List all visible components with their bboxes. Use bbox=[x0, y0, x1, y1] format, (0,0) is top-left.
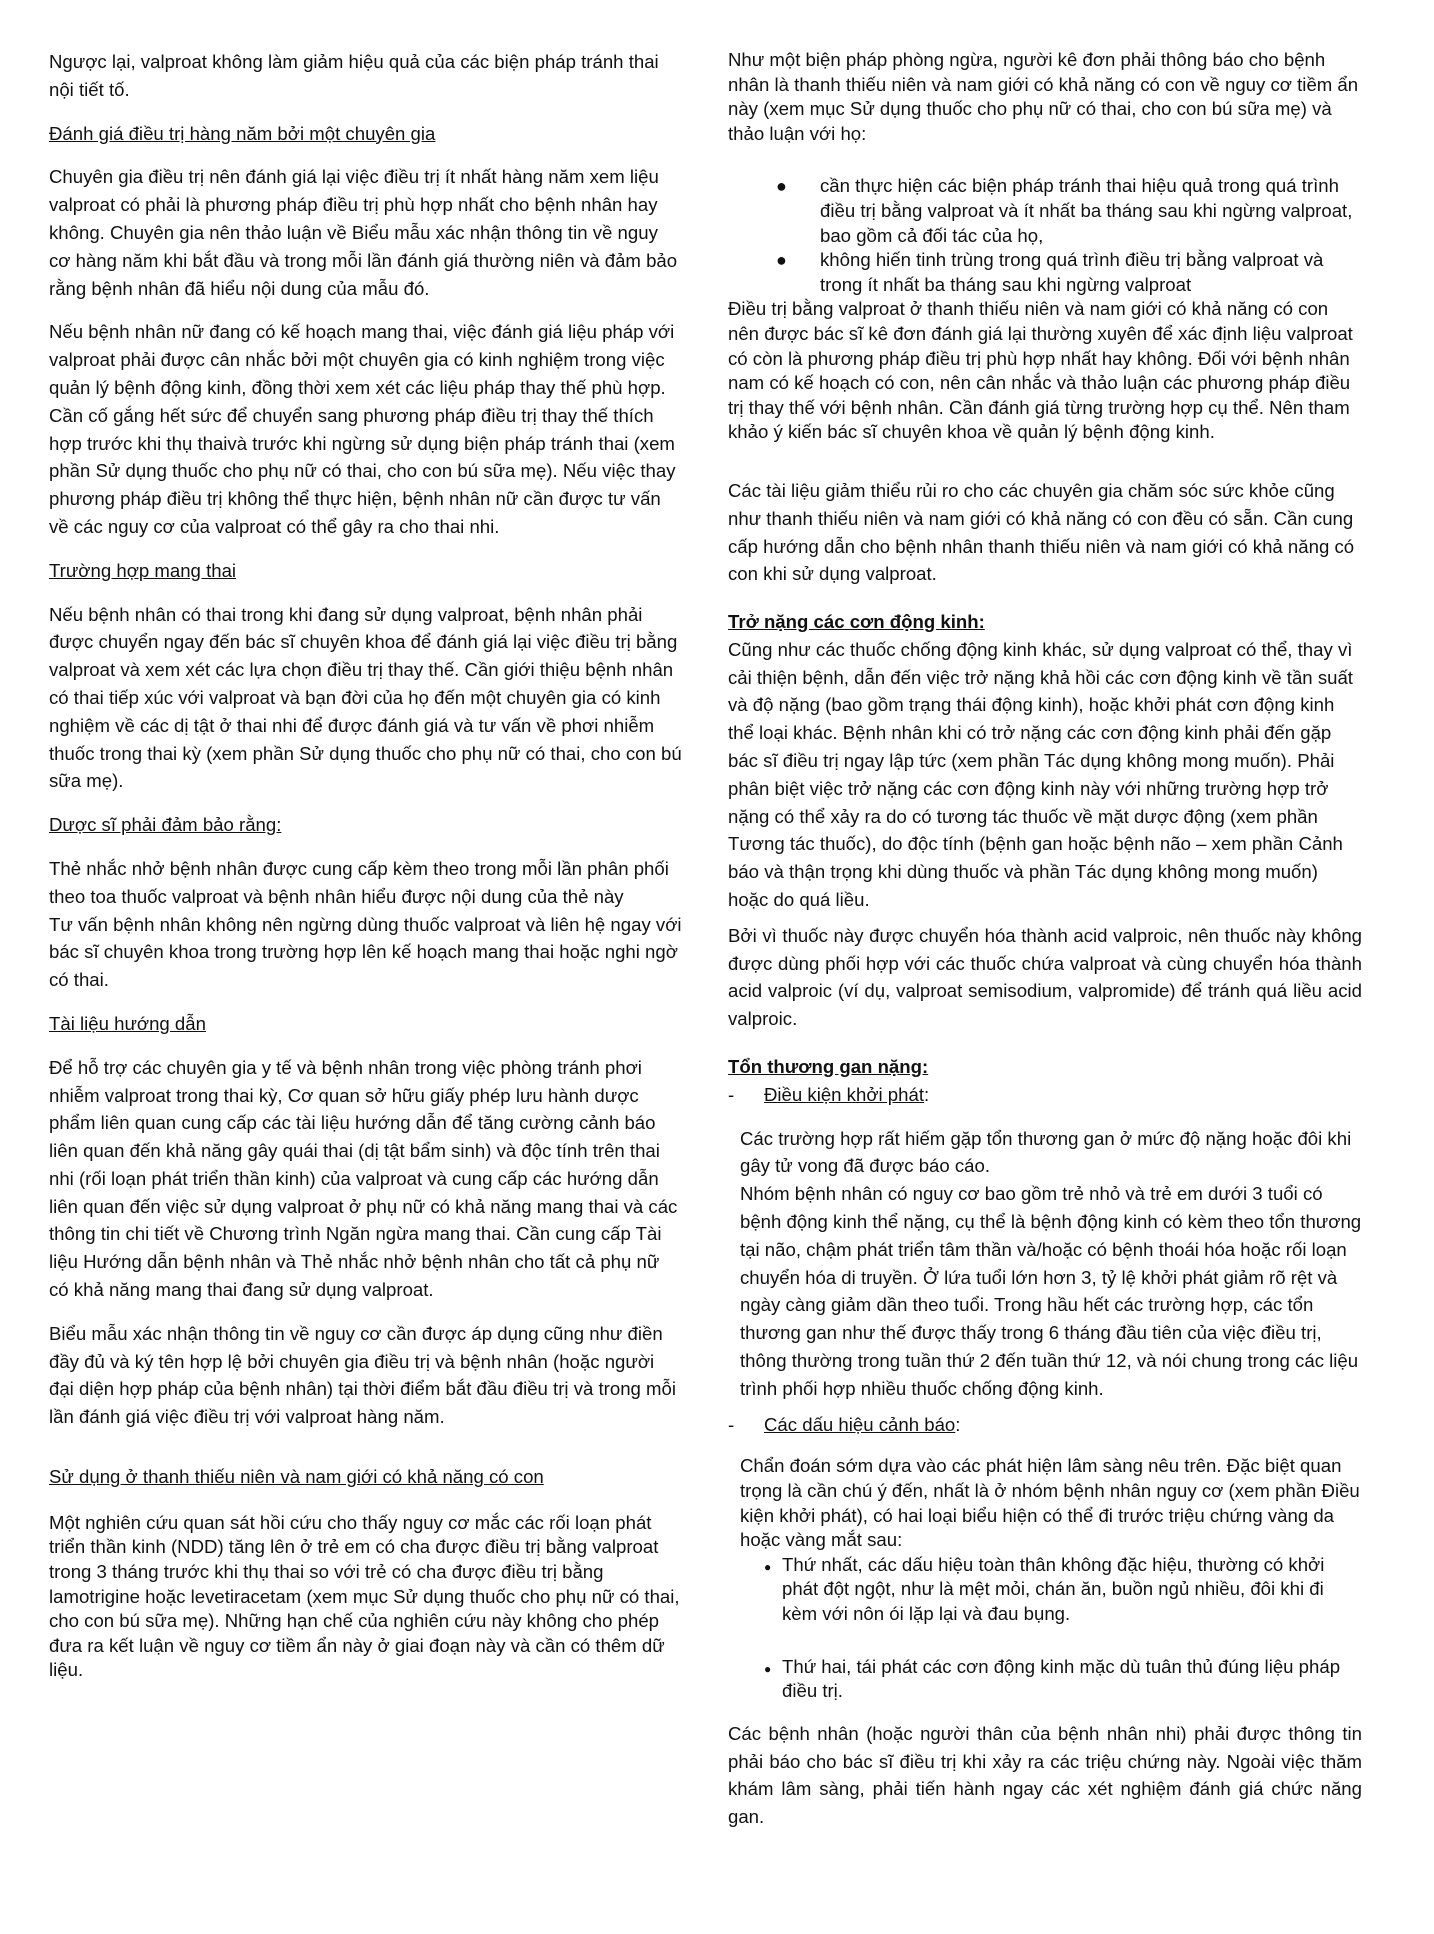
paragraph-valproic-acid: Bởi vì thuốc này được chuyển hóa thành acid valproic, nên thuốc này không được dùng phối hợp với các thuốc chứa valproat và cùng chuyển hóa thành acid valproic (ví dụ, valproat semisodium, valpromide) để tránh quá liều acid valproic. bbox=[728, 924, 1362, 1030]
paragraph-liver-cases: Các trường hợp rất hiếm gặp tổn thương gan ở mức độ nặng hoặc đôi khi gây tử vong đã được báo cáo. bbox=[740, 1127, 1352, 1177]
bullet-icon: ● bbox=[776, 176, 787, 197]
warning-signs-list bbox=[740, 1553, 1362, 1704]
paragraph-male-evaluation: Điều trị bằng valproat ở thanh thiếu niên và nam giới có khả năng có con nên được bác sĩ kê đơn đánh giá lại thường xuyên để xác định liệu valproat có còn là phương pháp điều trị phù hợp nhất hay không. Đối với bệnh nhân nam có kế hoạch có con, nên cân nhắc và thảo luận các phương pháp điều trị thay thế với bệnh nhân. Cần đánh giá từng trường hợp cụ thể. Nên tham khảo ý kiến bác sĩ chuyên khoa về quản lý bệnh động kinh. bbox=[728, 298, 1353, 443]
bullet-icon: ● bbox=[776, 250, 787, 271]
list-item: ● không hiến tinh trùng trong quá trình điều trị bằng valproat và trong ít nhất ba tháng sau khi ngừng valproat bbox=[776, 249, 1324, 295]
paragraph-patient-information: Các bệnh nhân (hoặc người thân của bệnh nhân nhi) phải được thông tin phải báo cho bác sĩ điều trị khi xảy ra các triệu chứng này. Ngoài việc thăm khám lâm sàng, phải tiến hành ngay các xét nghiệm đánh giá chức năng gan. bbox=[728, 1722, 1362, 1828]
heading-guidance-materials: Tài liệu hướng dẫn bbox=[49, 1012, 206, 1034]
heading-male-use: Sử dụng ở thanh thiếu niên và nam giới có khả năng có con bbox=[49, 1466, 544, 1488]
paragraph-early-diagnosis: Chẩn đoán sớm dựa vào các phát hiện lâm sàng nêu trên. Đặc biệt quan trọng là cần chú ý đến, nhất là ở nhóm bệnh nhân nguy cơ (xem phần Điều kiện khởi phát), có hai loại biểu hiện có thể đi trước triệu chứng vàng da hoặc vàng mắt sau: bbox=[740, 1455, 1360, 1551]
paragraph-contraception: Ngược lại, valproat không làm giảm hiệu quả của các biện pháp tránh thai nội tiết tố. bbox=[49, 51, 659, 100]
paragraph-pharmacist-card: Thẻ nhắc nhở bệnh nhân được cung cấp kèm theo trong mỗi lần phân phối theo toa thuốc valproat và bệnh nhân hiểu được nội dung của thẻ này bbox=[49, 857, 669, 907]
bullet-icon: ● bbox=[764, 1661, 772, 1676]
right-column bbox=[728, 48, 1362, 1831]
bullet-icon: ● bbox=[764, 1559, 772, 1574]
dash-marker: - bbox=[728, 1083, 735, 1105]
paragraph-precaution: Như một biện pháp phòng ngừa, người kê đơn phải thông báo cho bệnh nhân là thanh thiếu niên và nam giới có khả năng có con về nguy cơ tiềm ẩn này (xem mục Sử dụng thuốc cho phụ nữ có thai, cho con bú sữa mẹ) và thảo luận với họ: bbox=[728, 49, 1359, 144]
paragraph-risk-materials: Các tài liệu giảm thiểu rủi ro cho các chuyên gia chăm sóc sức khỏe cũng như thanh thiếu niên và nam giới có khả năng có con đều có sẵn. Cần cung cấp hướng dẫn cho bệnh nhân thanh thiếu niên và nam giới có khả năng có con khi sử dụng valproat. bbox=[728, 479, 1355, 585]
heading-seizure-worsening: Trở nặng các cơn động kinh: bbox=[728, 611, 985, 633]
onset-conditions-block bbox=[728, 1125, 1362, 1403]
list-item: ● Thứ nhất, các dấu hiệu toàn thân không đặc hiệu, thường có khởi phát đột ngột, như là mệt mỏi, chán ăn, buồn ngủ nhiều, đôi khi đi kèm với nôn ói lặp lại và đau bụng. bbox=[764, 1553, 1325, 1624]
heading-pregnancy-case: Trường hợp mang thai bbox=[49, 559, 237, 581]
paragraph-pregnancy-case: Nếu bệnh nhân có thai trong khi đang sử dụng valproat, bệnh nhân phải được chuyển ngay đến bác sĩ chuyên khoa để đánh giá lại việc điều trị bằng valproat và xem xét các lựa chọn điều trị thay thế. Cần giới thiệu bệnh nhân có thai tiếp xúc với valproat và bạn đời của họ đến một chuyên gia có kinh nghiệm về các dị tật ở thai nhi để được đánh giá và tư vấn về phơi nhiễm thuốc trong thai kỳ (xem phần Sử dụng thuốc cho phụ nữ có thai, cho con bú sữa mẹ). bbox=[49, 603, 682, 792]
paragraph-liver-risk-group: Nhóm bệnh nhân có nguy cơ bao gồm trẻ nhỏ và trẻ em dưới 3 tuổi có bệnh động kinh thể nặng, cụ thể là bệnh động kinh có kèm theo tổn thương tại não, chậm phát triển tâm thần và/hoặc có bệnh thoái hóa hoặc rối loạn chuyển hóa di truyền. Ở lứa tuổi lớn hơn 3, tỷ lệ khởi phát giảm rõ rệt và ngày càng giảm dần theo tuổi. Trong hầu hết các trường hợp, các tổn thương gan như thế được thấy trong 6 tháng đầu tiên của việc điều trị, thông thường trong tuần thứ 2 đến tuần thứ 12, và nói chung trong các liệu trình phối hợp nhiều thuốc chống động kinh. bbox=[740, 1183, 1362, 1399]
precaution-list bbox=[728, 174, 1362, 297]
list-item: ● Thứ hai, tái phát các cơn động kinh mặc dù tuân thủ đúng liệu pháp điều trị. bbox=[764, 1655, 1341, 1702]
subheading-warning-signs: - Các dấu hiệu cảnh báo: bbox=[728, 1411, 1362, 1439]
paragraph-guidance-materials: Để hỗ trợ các chuyên gia y tế và bệnh nhân trong việc phòng tránh phơi nhiễm valproat trong thai kỳ, Cơ quan sở hữu giấy phép lưu hành dược phẩm liên quan cung cấp các tài liệu hướng dẫn để tăng cường cảnh báo liên quan đến khả năng gây quái thai (dị tật bẩm sinh) và độc tính trên thai nhi (rối loạn phát triển thần kinh) của valproat và cung cấp các hướng dẫn liên quan đến việc sử dụng valproat ở phụ nữ có khả năng mang thai và các thông tin chi tiết về Chương trình Ngăn ngừa mang thai. Cần cung cấp Tài liệu Hướng dẫn bệnh nhân và Thẻ nhắc nhở bệnh nhân cho tất cả phụ nữ có khả năng mang thai đang sử dụng valproat. bbox=[49, 1056, 678, 1301]
paragraph-planning-pregnancy: Nếu bệnh nhân nữ đang có kế hoạch mang thai, việc đánh giá liệu pháp với valproat phải được cân nhắc bởi một chuyên gia có kinh nghiệm trong việc quản lý bệnh động kinh, đồng thời xem xét các liệu pháp thay thế phù hợp. Cần cố gắng hết sức để chuyển sang phương pháp điều trị thay thế thích hợp trước khi thụ thaivà trước khi ngừng sử dụng biện pháp tránh thai (xem phần Sử dụng thuốc cho phụ nữ có thai, cho con bú sữa mẹ). Nếu việc thay phương pháp điều trị không thể thực hiện, bệnh nhân nữ cần được tư vấn về các nguy cơ của valproat có thể gây ra cho thai nhi. bbox=[49, 321, 676, 537]
heading-annual-evaluation: Đánh giá điều trị hàng năm bởi một chuyên gia bbox=[49, 122, 436, 144]
paragraph-male-study: Một nghiên cứu quan sát hồi cứu cho thấy nguy cơ mắc các rối loạn phát triển thần kinh (NDD) tăng lên ở trẻ em có cha được điều trị bằng valproat trong 3 tháng trước khi thụ thai so với trẻ có cha được điều trị bằng lamotrigine hoặc levetiracetam (xem mục Sử dụng thuốc cho phụ nữ có thai, cho con bú sữa mẹ). Những hạn chế của nghiên cứu này không cho phép đưa ra kết luận về nguy cơ tiềm ẩn này ở giai đoạn này và cần có thêm dữ liệu. bbox=[49, 1511, 680, 1681]
subheading-onset-conditions: - Điều kiện khởi phát: bbox=[728, 1081, 1362, 1109]
paragraph-risk-form: Biểu mẫu xác nhận thông tin về nguy cơ cần được áp dụng cũng như điền đầy đủ và ký tên hợp lệ bởi chuyên gia điều trị và bệnh nhân (hoặc người đại diện hợp pháp của bệnh nhân) tại thời điểm bắt đầu điều trị và trong mỗi lần đánh giá việc điều trị với valproat hàng năm. bbox=[49, 1322, 677, 1428]
left-column bbox=[49, 48, 682, 1683]
paragraph-pharmacist-advice: Tư vấn bệnh nhân không nên ngừng dùng thuốc valproat và liên hệ ngay với bác sĩ chuyên khoa trong trường hợp lên kế hoạch mang thai hoặc nghi ngờ có thai. bbox=[49, 913, 682, 991]
dash-marker: - bbox=[728, 1413, 735, 1435]
heading-liver-injury: Tổn thương gan nặng: bbox=[728, 1056, 929, 1078]
list-item: ● cần thực hiện các biện pháp tránh thai hiệu quả trong quá trình điều trị bằng valproat và ít nhất ba tháng sau khi ngừng valproat, bao gồm cả đối tác của họ, bbox=[776, 175, 1353, 246]
heading-pharmacist: Dược sĩ phải đảm bảo rằng: bbox=[49, 814, 282, 836]
paragraph-annual-evaluation: Chuyên gia điều trị nên đánh giá lại việc điều trị ít nhất hàng năm xem liệu valproat có phải là phương pháp điều trị phù hợp nhất cho bệnh nhân hay không. Chuyên gia nên thảo luận về Biểu mẫu xác nhận thông tin về nguy cơ hàng năm khi bắt đầu và trong mỗi lần đánh giá thường niên và đảm bảo rằng bệnh nhân đã hiểu nội dung của mẫu đó. bbox=[49, 166, 678, 299]
paragraph-seizure-worsening: Cũng như các thuốc chống động kinh khác, sử dụng valproat có thể, thay vì cải thiện bệnh, dẫn đến việc trở nặng khả hồi các cơn động kinh về tần suất và độ nặng (bao gồm trạng thái động kinh), hoặc khởi phát cơn động kinh thể loại khác. Bệnh nhân khi có trở nặng các cơn động kinh phải đến gặp bác sĩ điều trị ngay lập tức (xem phần Tác dụng không mong muốn). Phải phân biệt việc trở nặng các cơn động kinh này với những trường hợp trở nặng có thể xảy ra do có tương tác thuốc về mặt dược động (xem phần Tương tác thuốc), do độc tính (bệnh gan hoặc bệnh não – xem phần Cảnh báo và thận trọng khi dùng thuốc và phần Tác dụng không mong muốn) hoặc do quá liều. bbox=[728, 638, 1353, 911]
warning-signs-block bbox=[728, 1454, 1362, 1703]
